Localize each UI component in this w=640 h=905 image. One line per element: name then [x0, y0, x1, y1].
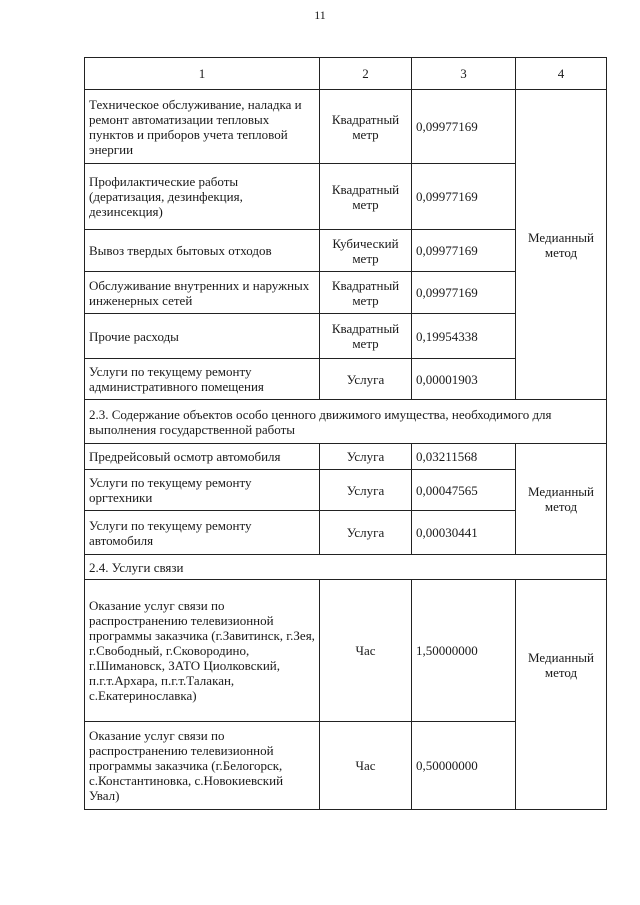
- value: 0,09977169: [412, 272, 516, 314]
- pricing-table: [84, 57, 607, 810]
- service-name: Обслуживание внутренних и наружных инженерных сетей: [85, 272, 320, 314]
- value: 0,00047565: [412, 470, 516, 511]
- value: 0,00001903: [412, 359, 516, 400]
- unit: Квадратный метр: [320, 164, 412, 230]
- header-col-2: 2: [320, 58, 412, 90]
- unit: Час: [320, 580, 412, 722]
- value: 0,03211568: [412, 444, 516, 470]
- page-number: 11: [314, 8, 326, 22]
- service-name: Оказание услуг связи по распространению телевизионной программы заказчика (г.Белогорск, с.Константиновка, с.Новокиевский Увал): [85, 722, 320, 810]
- table-header-row: [85, 58, 607, 90]
- section-header-row: [85, 400, 607, 444]
- method: Медианный метод: [516, 580, 607, 810]
- service-name: Услуги по текущему ремонту административного помещения: [85, 359, 320, 400]
- service-name: Вывоз твердых бытовых отходов: [85, 230, 320, 272]
- table-row: [85, 580, 607, 722]
- value: 0,09977169: [412, 164, 516, 230]
- value: 0,50000000: [412, 722, 516, 810]
- unit: Час: [320, 722, 412, 810]
- service-name: Прочие расходы: [85, 314, 320, 359]
- unit: Услуга: [320, 470, 412, 511]
- value: 0,00030441: [412, 511, 516, 555]
- header-col-1: 1: [85, 58, 320, 90]
- value: 1,50000000: [412, 580, 516, 722]
- service-name: Техническое обслуживание, наладка и ремонт автоматизации тепловых пунктов и приборов учета тепловой энергии: [85, 90, 320, 164]
- value: 0,09977169: [412, 90, 516, 164]
- header-col-4: 4: [516, 58, 607, 90]
- header-col-3: 3: [412, 58, 516, 90]
- service-name: Предрейсовый осмотр автомобиля: [85, 444, 320, 470]
- section-header-row: [85, 555, 607, 580]
- unit: Квадратный метр: [320, 90, 412, 164]
- value: 0,19954338: [412, 314, 516, 359]
- method: Медианный метод: [516, 444, 607, 555]
- unit: Услуга: [320, 444, 412, 470]
- unit: Квадратный метр: [320, 314, 412, 359]
- table-row: [85, 444, 607, 470]
- section-title: 2.4. Услуги связи: [85, 555, 607, 580]
- unit: Кубический метр: [320, 230, 412, 272]
- service-name: Услуги по текущему ремонту автомобиля: [85, 511, 320, 555]
- unit: Услуга: [320, 359, 412, 400]
- table-row: [85, 90, 607, 164]
- unit: Услуга: [320, 511, 412, 555]
- service-name: Оказание услуг связи по распространению телевизионной программы заказчика (г.Завитинск, г.Зея, г.Свободный, г.Сковородино, г.Шимановск, ЗАТО Циолковский, п.г.т.Архара, п.г.т.Талакан, с.Екатеринославка): [85, 580, 320, 722]
- method: Медианный метод: [516, 90, 607, 400]
- unit: Квадратный метр: [320, 272, 412, 314]
- service-name: Услуги по текущему ремонту оргтехники: [85, 470, 320, 511]
- value: 0,09977169: [412, 230, 516, 272]
- service-name: Профилактические работы (дератизация, дезинфекция, дезинсекция): [85, 164, 320, 230]
- section-title: 2.3. Содержание объектов особо ценного движимого имущества, необходимого для выполнения государственной работы: [85, 400, 607, 444]
